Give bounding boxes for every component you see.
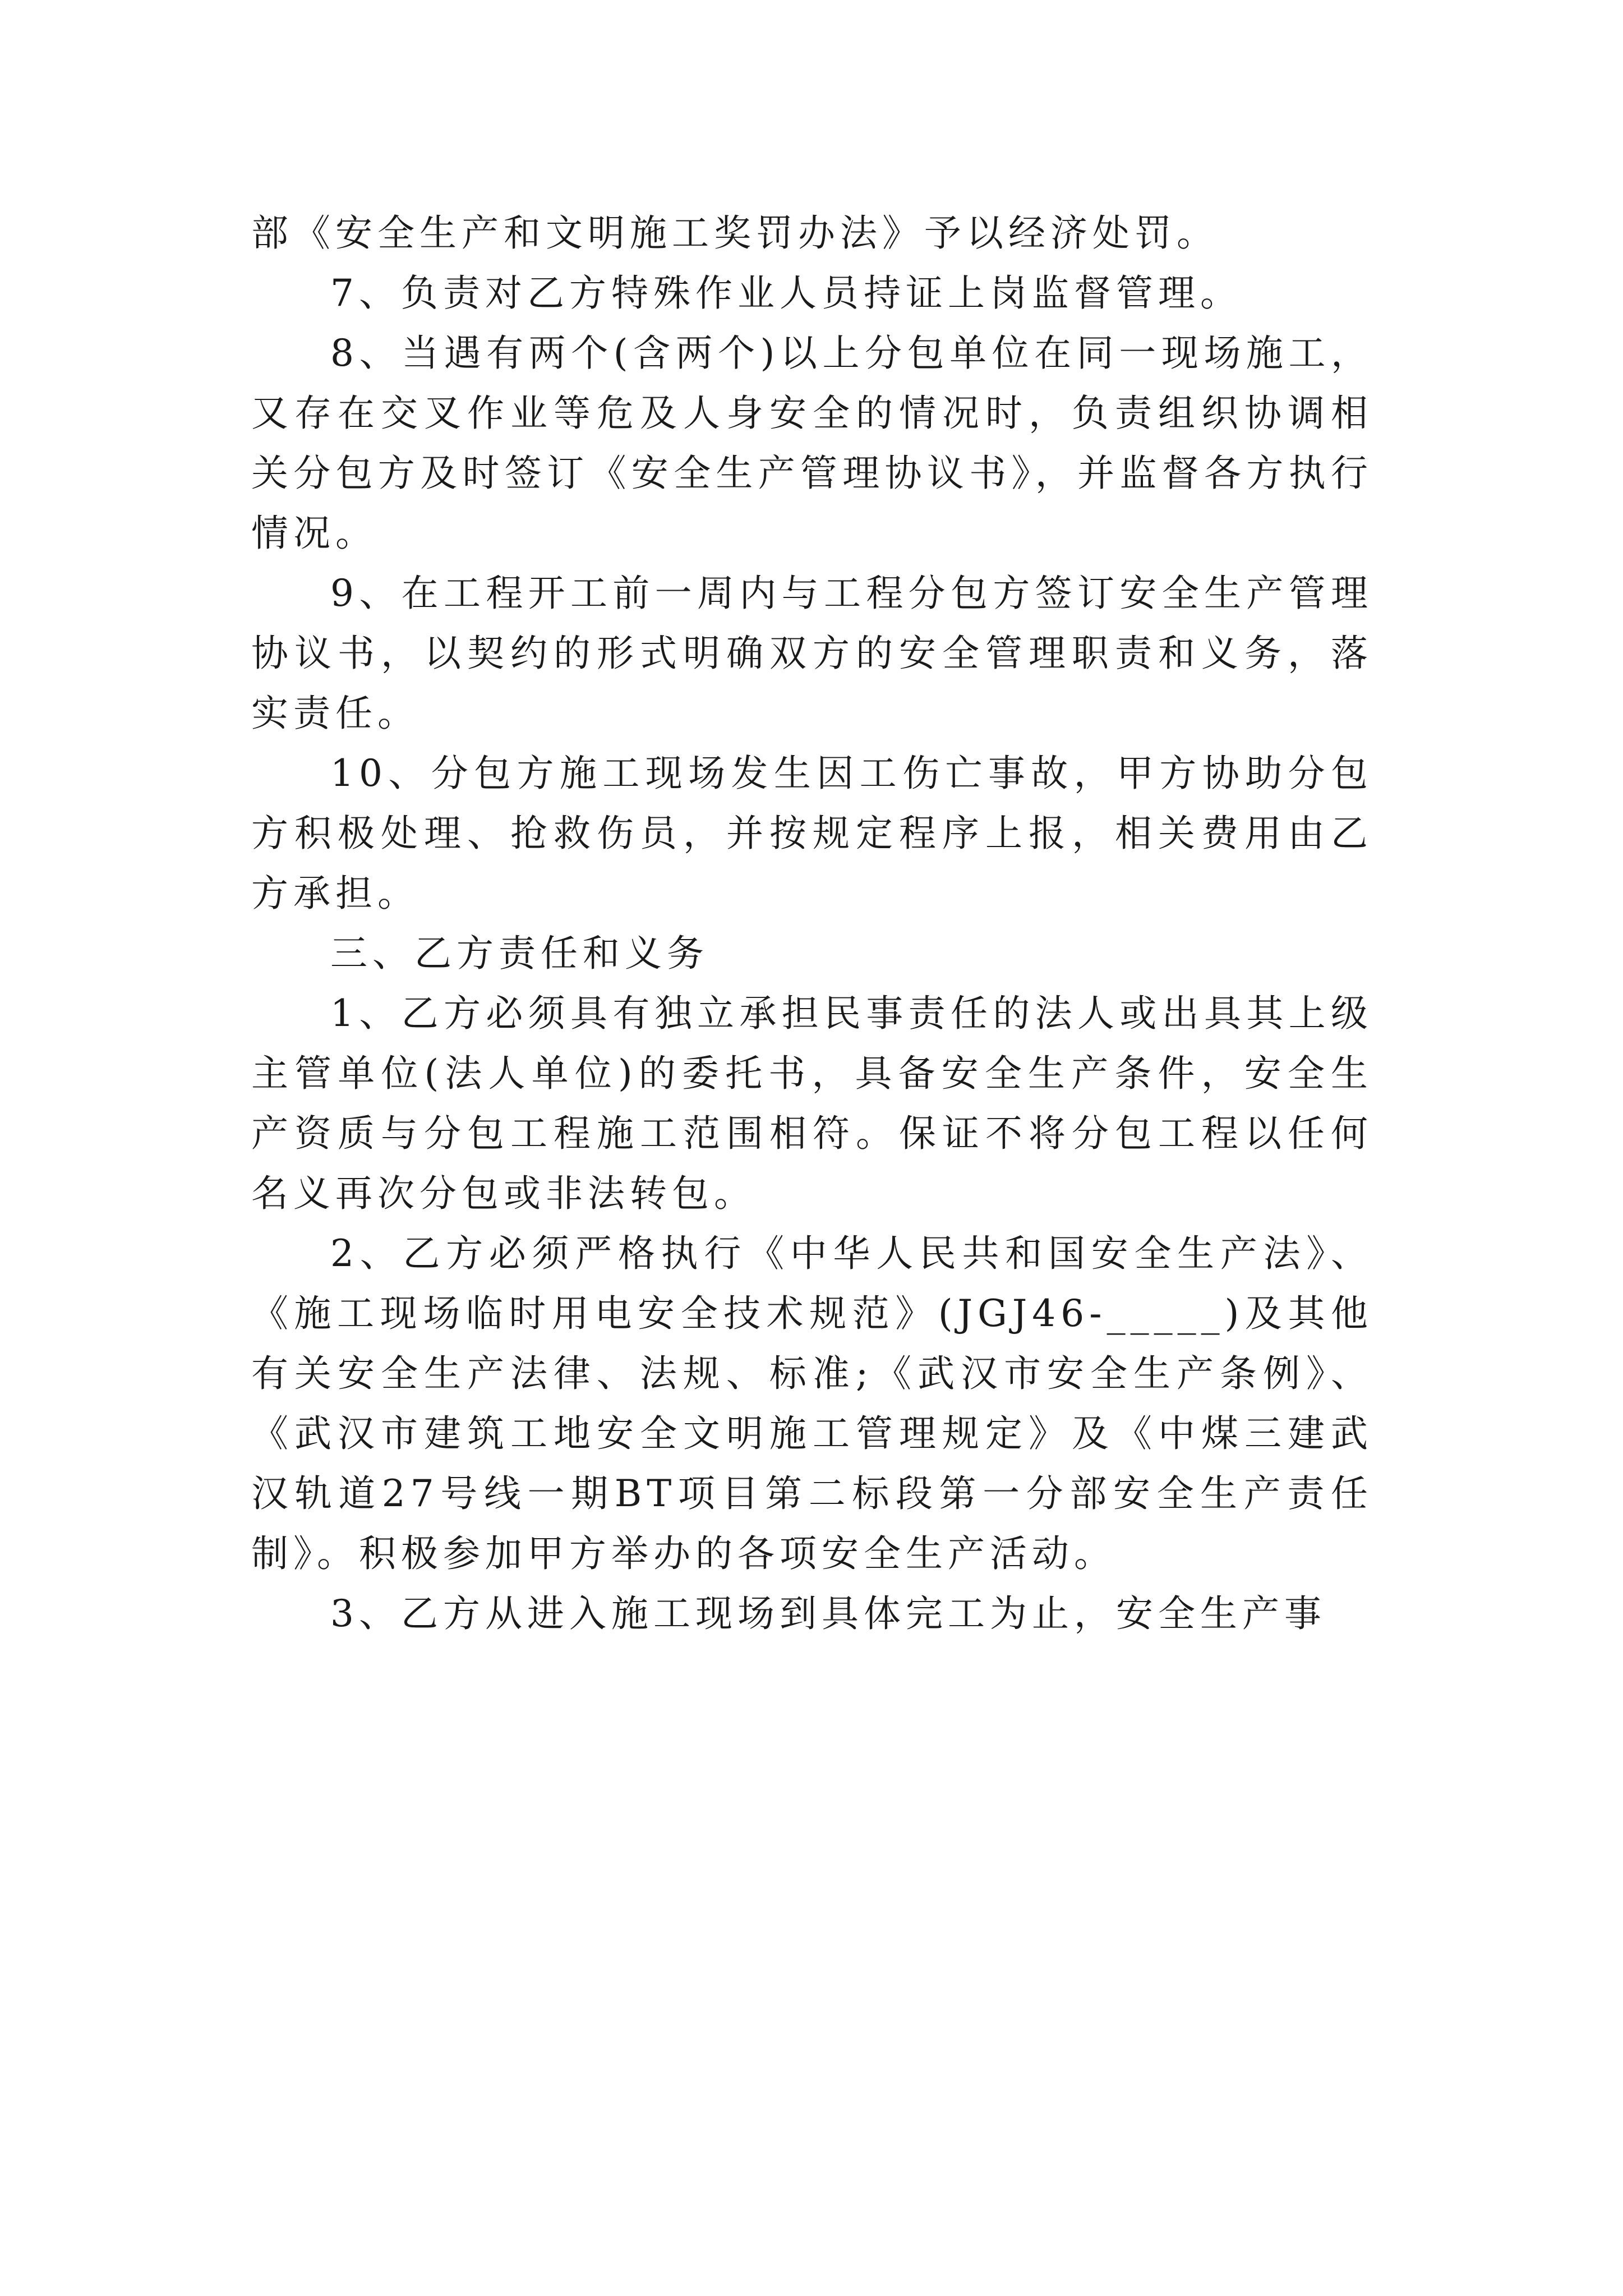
paragraph-2: 7、负责对乙方特殊作业人员持证上岗监督管理。 (330, 272, 1242, 315)
paragraph-6: 1、乙方必须具有独立承担民事责任的法人或出具其上级主管单位(法人单位)的委托书，具备安全生产条件，安全生产资质与分包工程施工范围相符。保证不将分包工程以任何名义再次分包或非法转包。 (251, 992, 1373, 1215)
document-page (251, 203, 1373, 1644)
paragraph-4: 9、在工程开工前一周内与工程分包方签订安全生产管理协议书，以契约的形式明确双方的安全管理职责和义务，落实责任。 (251, 572, 1373, 735)
paragraph-1: 部《安全生产和文明施工奖罚办法》予以经济处罚。 (251, 211, 1219, 255)
paragraph-7: 2、乙方必须严格执行《中华人民共和国安全生产法》、《施工现场临时用电安全技术规范》(JGJ46-_____)及其他有关安全生产法律、法规、标准;《武汉市安全生产条例》、《武汉市建筑工地安全文明施工管理规定》及《中煤三建武汉轨道27号线一期BT项目第二标段第一分部安全生产责任制》。积极参加甲方举办的各项安全生产活动。 (251, 1232, 1373, 1575)
paragraph-3: 8、当遇有两个(含两个)以上分包单位在同一现场施工，又存在交叉作业等危及人身安全的情况时，负责组织协调相关分包方及时签订《安全生产管理协议书》，并监督各方执行情况。 (251, 332, 1373, 555)
section-heading: 三、乙方责任和义务 (330, 932, 709, 975)
paragraph-8: 3、乙方从进入施工现场到具体完工为止，安全生产事 (330, 1592, 1326, 1635)
paragraph-5: 10、分包方施工现场发生因工伤亡事故，甲方协助分包方积极处理、抢救伤员，并按规定程序上报，相关费用由乙方承担。 (251, 752, 1373, 915)
